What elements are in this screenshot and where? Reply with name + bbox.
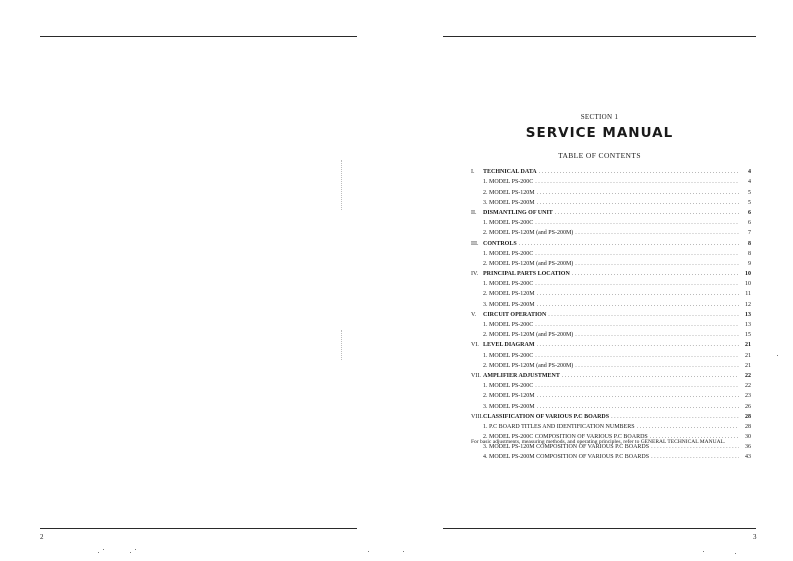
toc-subsection-row xyxy=(471,349,751,359)
section-label: SECTION 1 xyxy=(580,113,619,121)
top-rule xyxy=(443,36,756,37)
toc-label: 2. MODEL PS-120M (and PS-200M) xyxy=(483,332,574,339)
toc-page-number: 5 xyxy=(748,189,751,196)
toc-page-number: 21 xyxy=(745,342,751,349)
toc-chapter-row xyxy=(471,166,751,176)
toc-leader-dots xyxy=(537,190,739,197)
toc-leader-dots xyxy=(535,383,739,390)
toc-page-number: 5 xyxy=(748,199,751,206)
toc-leader-dots xyxy=(611,414,739,421)
toc-label: 1. MODEL PS-200C xyxy=(483,322,534,328)
page-number: 2 xyxy=(40,533,44,541)
toc-label: CIRCUIT OPERATION xyxy=(483,311,547,318)
footnote: For basic adjustments, measuring methods, and operating principles, refer to GENERAL TECHNICAL MANUAL. xyxy=(471,439,726,445)
toc-label: 2. MODEL PS-120M xyxy=(483,393,535,400)
right-page xyxy=(397,0,793,561)
toc-leader-dots xyxy=(575,261,739,268)
toc-subsection-row xyxy=(471,288,751,298)
toc-label: LEVEL DIAGRAM xyxy=(483,342,535,349)
scan-speck xyxy=(135,549,136,550)
toc-page-number: 12 xyxy=(745,301,751,308)
toc-label: 2. MODEL PS-200C COMPOSITION OF VARIOUS P.C BOARDS xyxy=(483,434,648,441)
toc-subsection-row xyxy=(471,319,751,329)
toc-label: 1. MODEL PS-200C xyxy=(483,281,534,288)
toc-label: 3. MODEL PS-200M xyxy=(483,403,535,410)
toc-chapter-row xyxy=(471,309,751,319)
toc-leader-dots xyxy=(535,322,739,329)
scan-speck xyxy=(130,552,131,553)
scan-mark xyxy=(341,330,342,360)
toc-leader-dots xyxy=(575,230,739,237)
toc-leader-dots xyxy=(535,220,739,227)
toc-label: 1. P.C BOARD TITLES AND IDENTIFICATION NUMBERS xyxy=(483,423,635,430)
toc-subsection-row xyxy=(471,380,751,390)
toc-leader-dots xyxy=(537,302,739,309)
toc-page-number: 43 xyxy=(745,454,751,461)
toc-label: 1. MODEL PS-200C xyxy=(483,179,534,186)
scan-speck xyxy=(368,551,369,552)
toc-leader-dots xyxy=(572,271,739,278)
toc-page-number: 10 xyxy=(745,281,751,288)
toc-subsection-row xyxy=(471,390,751,400)
scan-speck xyxy=(98,552,99,553)
toc-subsection-row xyxy=(471,197,751,207)
toc-leader-dots xyxy=(537,342,739,349)
toc-label: 2. MODEL PS-120M (and PS-200M) xyxy=(483,230,574,237)
toc-leader-dots xyxy=(575,363,739,370)
toc-numeral: I. xyxy=(471,169,475,176)
scan-speck xyxy=(777,355,778,356)
toc-subsection-row xyxy=(471,217,751,227)
toc-subsection-row xyxy=(471,298,751,308)
scan-mark xyxy=(341,160,342,210)
toc-numeral: V. xyxy=(471,311,477,318)
toc-label: 1. MODEL PS-200C xyxy=(483,220,534,227)
toc-page-number: 21 xyxy=(745,362,751,369)
toc-page-number: 6 xyxy=(748,220,751,227)
scan-speck xyxy=(103,549,104,550)
scan-speck xyxy=(703,551,704,552)
toc-numeral: VII. xyxy=(471,372,481,379)
left-page xyxy=(0,0,396,561)
toc-subsection-row xyxy=(471,186,751,196)
page-number: 3 xyxy=(753,533,757,541)
toc-page-number: 11 xyxy=(745,291,751,298)
toc-page-number: 22 xyxy=(745,383,751,390)
toc-page-number: 26 xyxy=(745,403,751,410)
toc-numeral: VIII. xyxy=(471,413,483,420)
scan-speck xyxy=(403,551,404,552)
toc-label: 2. MODEL PS-120M xyxy=(483,189,535,196)
toc-leader-dots xyxy=(535,281,739,288)
toc-subsection-row xyxy=(471,421,751,431)
toc-chapter-row xyxy=(471,411,751,421)
toc-label: AMPLIFIER ADJUSTMENT xyxy=(483,372,560,379)
toc-page-number: 10 xyxy=(745,271,751,278)
toc-subsection-row xyxy=(471,451,751,461)
toc-leader-dots xyxy=(535,179,739,186)
toc-chapter-row xyxy=(471,268,751,278)
toc-label: 2. MODEL PS-120M (and PS-200M) xyxy=(483,362,574,369)
toc-label: CONTROLS xyxy=(483,240,517,247)
toc-label: PRINCIPAL PARTS LOCATION xyxy=(483,271,570,278)
toc-label: 2. MODEL PS-120M (and PS-200M) xyxy=(483,260,574,267)
toc-label: 1. MODEL PS-200C xyxy=(483,383,534,390)
toc-label: DISMANTLING OF UNIT xyxy=(483,209,553,216)
toc-page-number: 8 xyxy=(748,250,751,257)
toc-label: TECHNICAL DATA xyxy=(483,169,537,176)
table-of-contents xyxy=(471,166,751,461)
toc-page-number: 21 xyxy=(745,352,751,359)
top-rule xyxy=(40,36,357,37)
toc-numeral: VI. xyxy=(471,342,479,349)
toc-label: 3. MODEL PS-200M xyxy=(483,199,535,206)
toc-leader-dots xyxy=(548,312,739,319)
toc-page-number: 8 xyxy=(748,240,751,247)
toc-leader-dots xyxy=(537,404,739,411)
toc-numeral: III. xyxy=(471,240,479,247)
toc-leader-dots xyxy=(562,373,739,380)
toc-label: 4. MODEL PS-200M COMPOSITION OF VARIOUS P.C BOARDS xyxy=(483,454,650,461)
toc-subsection-row xyxy=(471,400,751,410)
toc-leader-dots xyxy=(539,169,739,176)
toc-leader-dots xyxy=(575,332,739,339)
toc-page-number: 28 xyxy=(745,423,751,430)
toc-page-number: 6 xyxy=(748,209,751,216)
toc-subsection-row xyxy=(471,227,751,237)
toc-page-number: 9 xyxy=(748,260,751,267)
toc-subsection-row xyxy=(471,248,751,258)
scan-speck xyxy=(735,553,736,554)
toc-leader-dots xyxy=(535,251,739,258)
toc-page-number: 22 xyxy=(745,372,751,379)
toc-subsection-row xyxy=(471,278,751,288)
document-title: SERVICE MANUAL xyxy=(525,125,674,141)
toc-label: 3. MODEL PS-200M xyxy=(483,301,535,308)
toc-label: 2. MODEL PS-120M xyxy=(483,291,535,298)
toc-page-number: 23 xyxy=(745,393,751,400)
toc-leader-dots xyxy=(537,200,739,207)
toc-leader-dots xyxy=(555,210,739,217)
toc-page-number: 7 xyxy=(748,230,751,237)
toc-subsection-row xyxy=(471,360,751,370)
toc-page-number: 4 xyxy=(748,179,751,186)
toc-page-number: 13 xyxy=(745,311,751,318)
toc-leader-dots xyxy=(519,241,739,248)
toc-chapter-row xyxy=(471,339,751,349)
toc-numeral: II. xyxy=(471,209,477,216)
toc-page-number: 13 xyxy=(745,322,751,328)
toc-leader-dots xyxy=(537,393,739,400)
toc-page-number: 15 xyxy=(745,332,751,339)
toc-leader-dots xyxy=(637,424,739,431)
toc-chapter-row xyxy=(471,237,751,247)
toc-subsection-row xyxy=(471,176,751,186)
toc-numeral: IV. xyxy=(471,271,479,278)
toc-subsection-row xyxy=(471,258,751,268)
toc-leader-dots xyxy=(535,353,739,360)
bottom-rule xyxy=(40,528,357,529)
toc-label: CLASSIFICATION OF VARIOUS P.C BOARDS xyxy=(483,413,610,420)
toc-page-number: 28 xyxy=(745,413,751,420)
toc-leader-dots xyxy=(537,291,739,298)
toc-page-number: 36 xyxy=(745,444,751,451)
bottom-rule xyxy=(443,528,756,529)
toc-heading: TABLE OF CONTENTS xyxy=(558,151,641,160)
toc-chapter-row xyxy=(471,207,751,217)
toc-page-number: 4 xyxy=(748,169,751,176)
toc-label: 1. MODEL PS-200C xyxy=(483,352,534,359)
toc-page-number: 30 xyxy=(745,434,751,441)
toc-subsection-row xyxy=(471,329,751,339)
toc-chapter-row xyxy=(471,370,751,380)
toc-leader-dots xyxy=(651,454,739,461)
toc-label: 1. MODEL PS-200C xyxy=(483,250,534,257)
toc-label: 3. MODEL PS-120M COMPOSITION OF VARIOUS P.C BOARDS xyxy=(483,444,650,451)
